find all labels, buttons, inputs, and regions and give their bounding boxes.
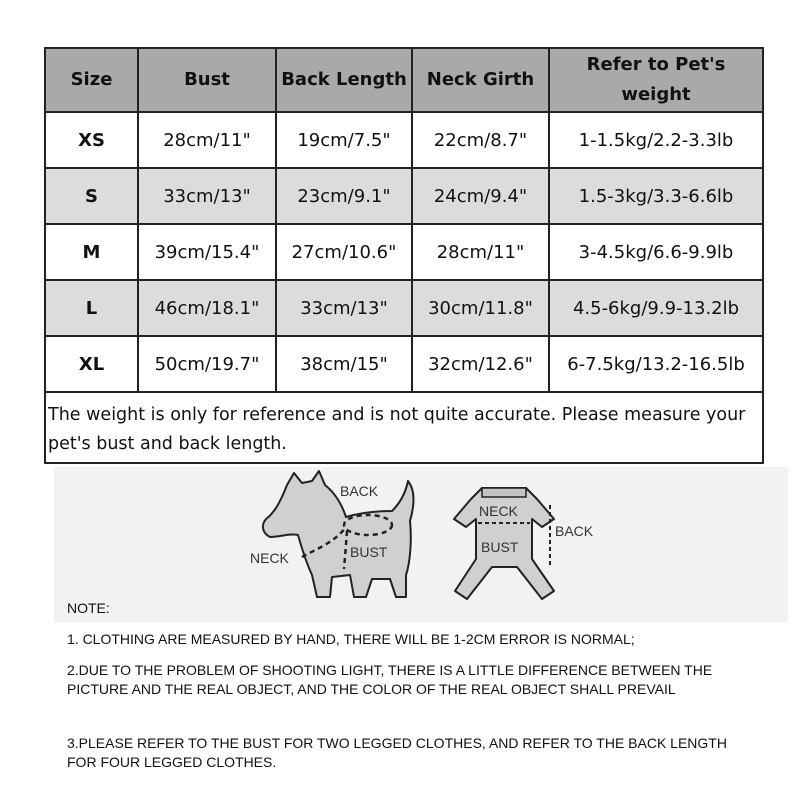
- dog-body-shape: [263, 471, 414, 597]
- weight-cell: 6-7.5kg/13.2-16.5lb: [549, 336, 763, 392]
- table-row: [45, 168, 763, 224]
- note-item-2: 2.DUE TO THE PROBLEM OF SHOOTING LIGHT, THERE IS A LITTLE DIFFERENCE BETWEEN THE PICTURE AND THE REAL OBJECT, AND THE COLOR OF THE REAL OBJECT SHALL PREVAIL: [67, 662, 713, 697]
- weight-cell: 1-1.5kg/2.2-3.3lb: [549, 112, 763, 168]
- garment-neck-label: NECK: [479, 503, 518, 519]
- size-cell: M: [45, 224, 138, 280]
- header-back-length: Back Length: [276, 48, 412, 112]
- size-cell: L: [45, 280, 138, 336]
- note-item-1: 1. CLOTHING ARE MEASURED BY HAND, THERE WILL BE 1-2CM ERROR IS NORMAL;: [67, 631, 635, 647]
- garment-collar-line: [482, 488, 526, 497]
- dog-bust-label: BUST: [350, 544, 388, 560]
- table-footnote: The weight is only for reference and is not quite accurate. Please measure your pet's bust and back length.: [45, 392, 763, 463]
- dog-neck-label: NECK: [250, 550, 289, 566]
- neck-girth-cell: 24cm/9.4": [412, 168, 549, 224]
- size-cell: XS: [45, 112, 138, 168]
- back-length-cell: 23cm/9.1": [276, 168, 412, 224]
- back-length-cell: 38cm/15": [276, 336, 412, 392]
- bust-cell: 46cm/18.1": [138, 280, 276, 336]
- back-length-cell: 27cm/10.6": [276, 224, 412, 280]
- note-item-3: 3.PLEASE REFER TO THE BUST FOR TWO LEGGED CLOTHES, AND REFER TO THE BACK LENGTH FOR FOUR LEGGED CLOTHES.: [67, 735, 727, 770]
- table-row: [45, 280, 763, 336]
- dog-back-label: BACK: [340, 483, 379, 499]
- measurement-diagram-svg: [54, 467, 788, 622]
- garment-back-label: BACK: [555, 523, 594, 539]
- header-bust: Bust: [138, 48, 276, 112]
- bust-cell: 33cm/13": [138, 168, 276, 224]
- neck-girth-cell: 22cm/8.7": [412, 112, 549, 168]
- neck-girth-cell: 28cm/11": [412, 224, 549, 280]
- size-cell: XL: [45, 336, 138, 392]
- dog-silhouette: [263, 471, 414, 597]
- bust-cell: 50cm/19.7": [138, 336, 276, 392]
- table-footnote-row: [45, 392, 763, 463]
- bust-cell: 28cm/11": [138, 112, 276, 168]
- header-pet-weight: Refer to Pet's weight: [549, 48, 763, 112]
- back-length-cell: 33cm/13": [276, 280, 412, 336]
- weight-cell: 3-4.5kg/6.6-9.9lb: [549, 224, 763, 280]
- bust-cell: 39cm/15.4": [138, 224, 276, 280]
- measurement-diagram: [54, 467, 788, 622]
- neck-girth-cell: 30cm/11.8": [412, 280, 549, 336]
- size-chart-table: [44, 47, 764, 464]
- table-header-row: [45, 48, 763, 112]
- header-neck-girth: Neck Girth: [412, 48, 549, 112]
- weight-cell: 4.5-6kg/9.9-13.2lb: [549, 280, 763, 336]
- table-row: [45, 336, 763, 392]
- weight-cell: 1.5-3kg/3.3-6.6lb: [549, 168, 763, 224]
- table-row: [45, 224, 763, 280]
- garment-bust-label: BUST: [481, 539, 519, 555]
- back-length-cell: 19cm/7.5": [276, 112, 412, 168]
- header-size: Size: [45, 48, 138, 112]
- size-cell: S: [45, 168, 138, 224]
- neck-girth-cell: 32cm/12.6": [412, 336, 549, 392]
- notes-title: NOTE:: [67, 600, 110, 616]
- table-row: [45, 112, 763, 168]
